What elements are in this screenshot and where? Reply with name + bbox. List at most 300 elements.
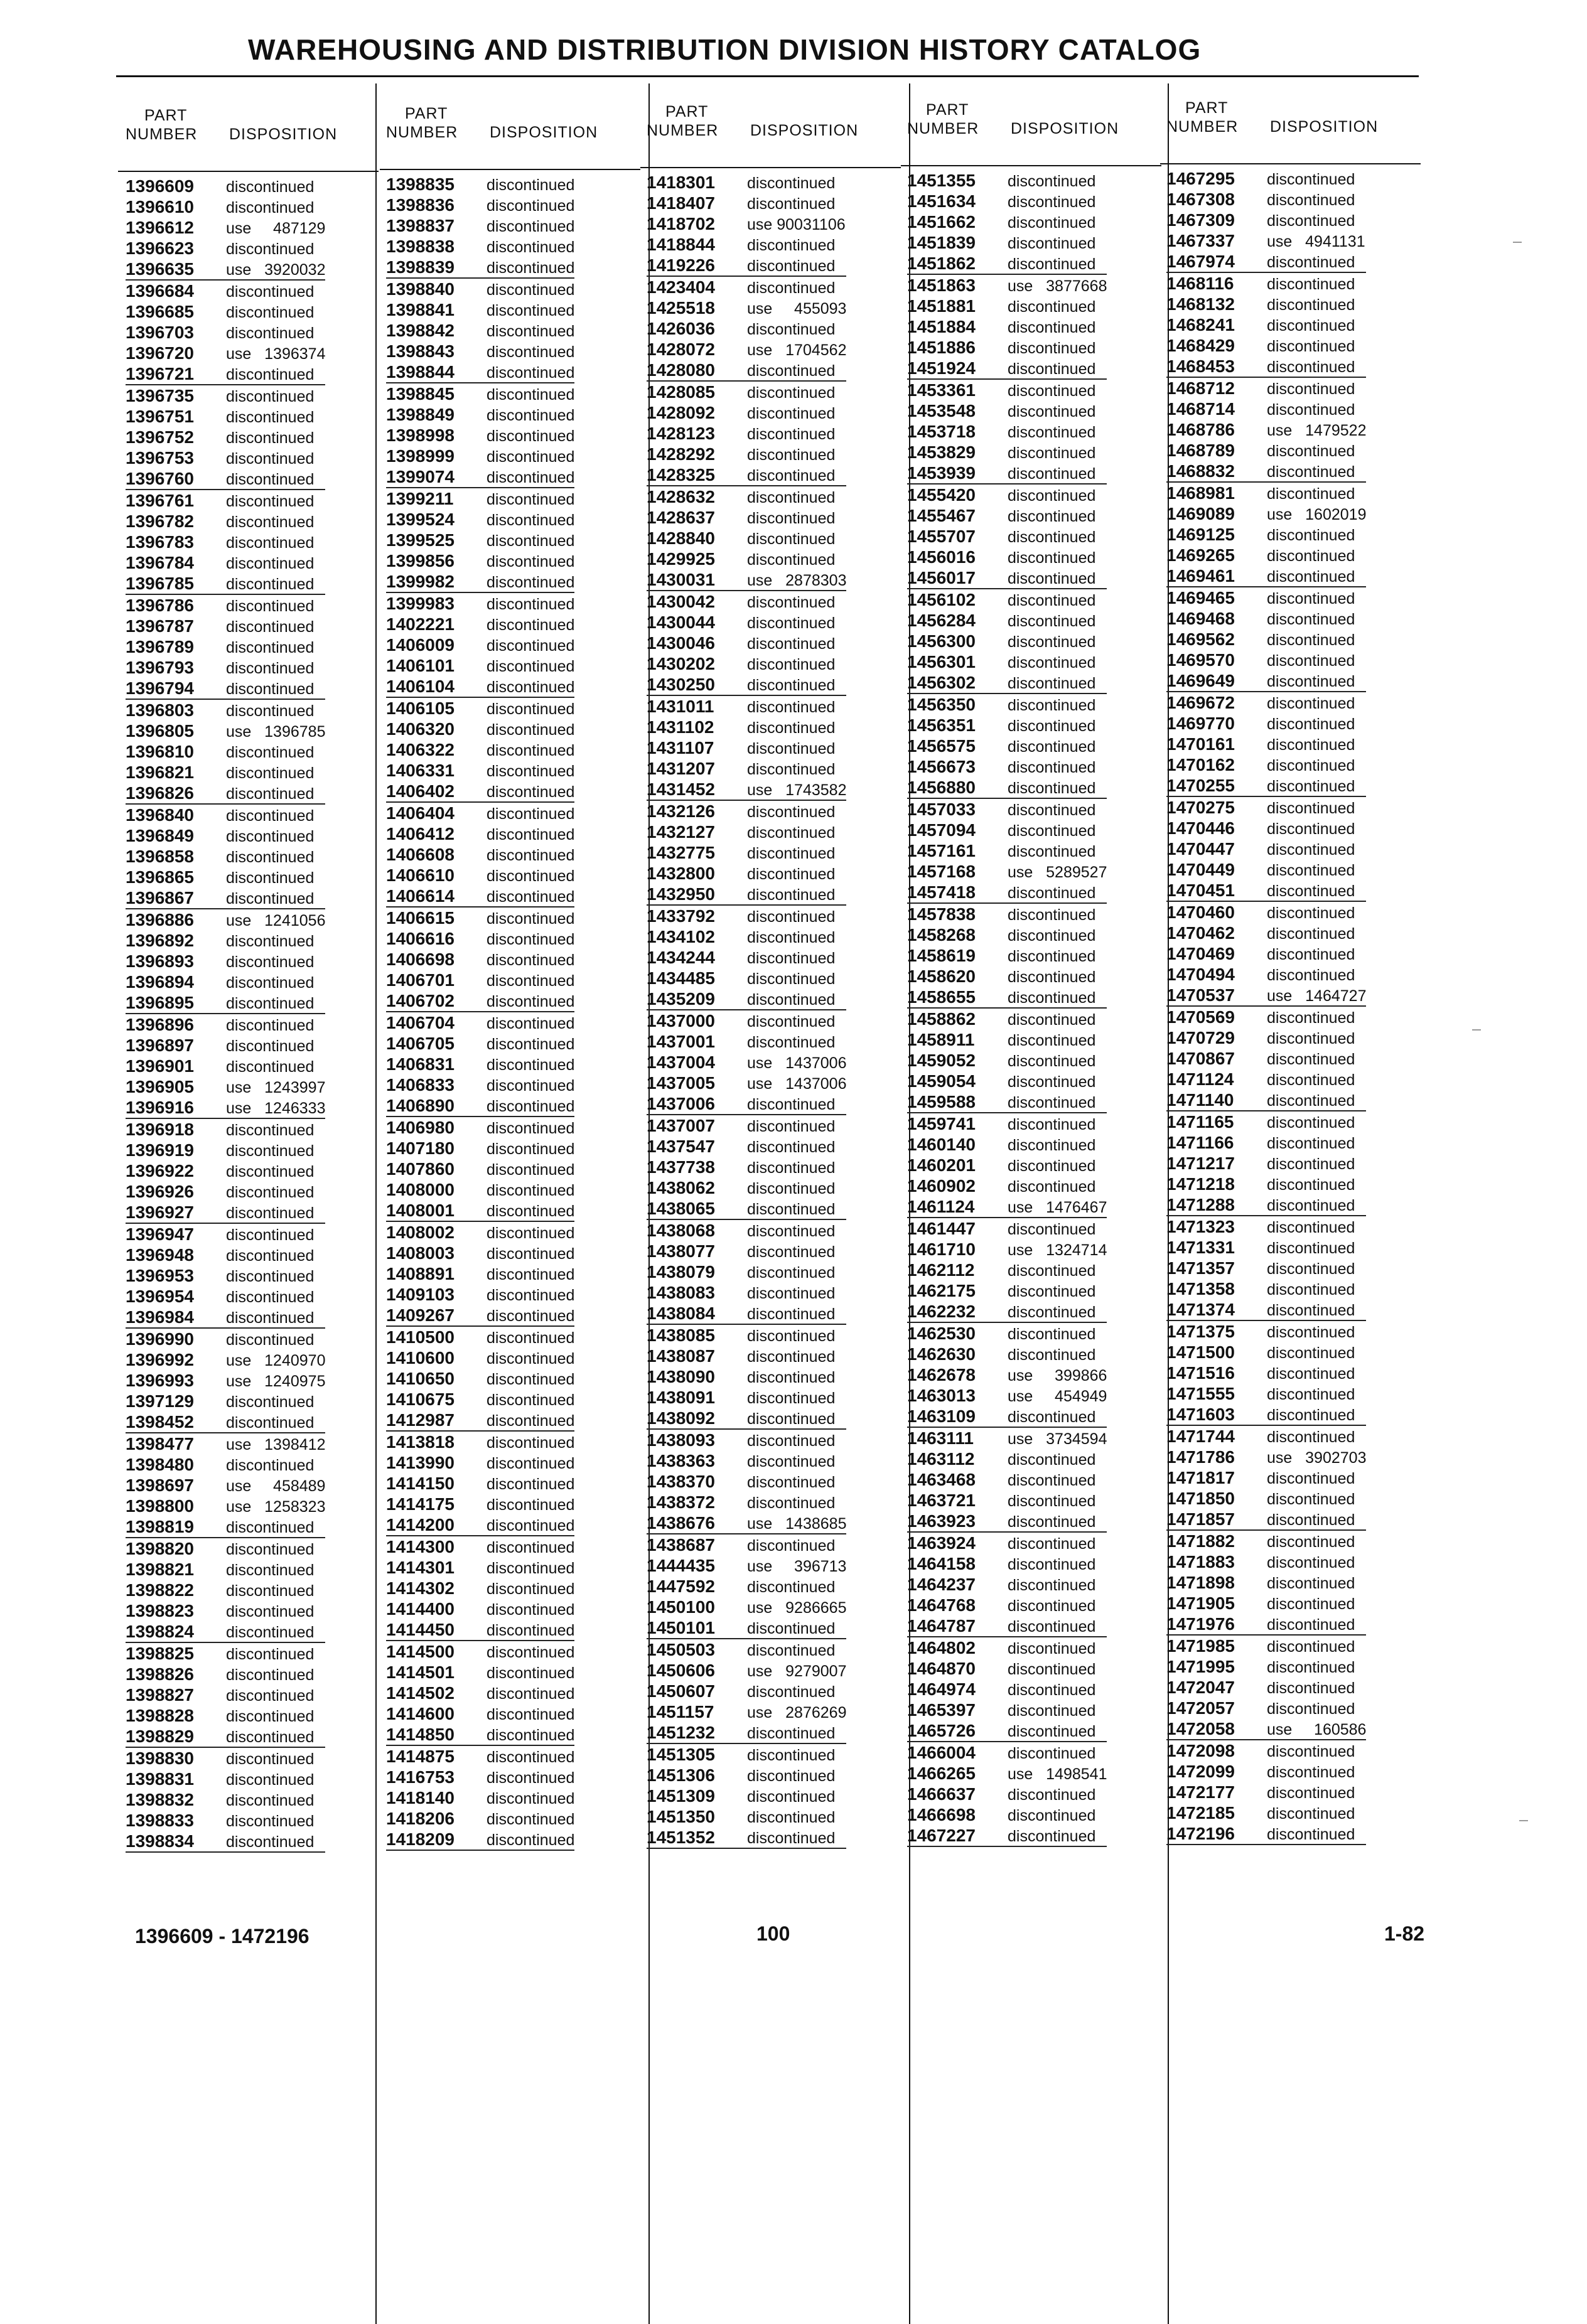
disposition: discontinued [1267,1826,1355,1843]
table-row [647,674,846,696]
part-number: 1451305 [647,1745,716,1764]
disposition: discontinued [747,530,836,548]
part-number: 1453829 [907,442,976,462]
table-row [647,1031,846,1052]
disposition: discontinued [226,618,315,636]
part-number: 1398826 [126,1664,195,1684]
part-number: 1463924 [907,1533,976,1553]
part-number: 1451355 [907,171,976,190]
disposition: discontinued [1008,1221,1096,1238]
table-row [1166,210,1366,230]
part-number: 1398800 [126,1496,195,1516]
disposition: discontinued [226,429,315,447]
disposition: discontinued [487,1455,575,1472]
disposition: discontinued [487,867,575,885]
disposition: discontinued [747,1390,836,1407]
table-row [386,1829,574,1851]
table-row [126,1810,325,1831]
disposition: discontinued [487,302,575,319]
disposition: discontinued [1008,508,1096,525]
table-row [126,1726,325,1748]
table-row [386,341,574,361]
part-number: 1463109 [907,1406,976,1426]
table-row [647,906,846,926]
disposition: discontinued [1267,568,1355,586]
part-number: 1418844 [647,235,716,254]
disposition: discontinued [1008,801,1096,819]
table-row [647,758,846,779]
table-row [907,505,1107,526]
table-row [386,1619,574,1641]
part-number: 1399983 [386,594,455,613]
disposition: discontinued [487,1644,575,1661]
disposition: discontinued [487,826,575,843]
part-number: 1396990 [126,1329,195,1349]
table-row [907,1469,1107,1490]
part-number: 1430202 [647,654,716,673]
disposition: discontinued [747,1180,836,1197]
part-number: 1432126 [647,801,716,821]
disposition: discontinued [487,281,575,299]
part-number: 1434485 [647,968,716,988]
part-number: 1451309 [647,1786,716,1806]
table-row [1166,168,1366,189]
part-number: 1398845 [386,384,455,404]
table-row [126,1245,325,1265]
table-row [647,1198,846,1220]
table-row [907,1280,1107,1301]
disposition: discontinued [747,865,836,883]
part-number: 1465397 [907,1700,976,1720]
part-number: 1450607 [647,1681,716,1701]
part-number: 1408002 [386,1223,455,1242]
table-row [386,550,574,571]
table-row [647,382,846,402]
disposition: discontinued [226,1541,315,1558]
part-number: 1431452 [647,779,716,799]
part-number: 1471817 [1166,1468,1235,1487]
table-row [907,945,1107,966]
part-number: 1396635 [126,259,195,279]
disposition: discontinued [1267,1638,1355,1656]
disposition: discontinued [747,1725,836,1742]
disposition: discontinued [226,680,315,698]
disposition: discontinued [226,702,315,720]
table-row [1166,1111,1366,1132]
header-part-label: PART [1185,99,1229,117]
table-row [647,1701,846,1722]
table-row [1166,1698,1366,1718]
part-number: 1458268 [907,925,976,945]
table-row [647,696,846,717]
disposition: discontinued [487,1077,575,1095]
disposition: discontinued [1008,1828,1096,1845]
disposition: discontinued [1267,967,1355,984]
disposition: discontinued [1267,1406,1355,1424]
table-row [386,886,574,908]
part-number: 1470494 [1166,965,1235,984]
disposition: discontinued [226,1226,315,1244]
table-row [1166,1153,1366,1174]
disposition: discontinued [1008,1346,1096,1364]
table-row [126,1076,325,1097]
part-number: 1469465 [1166,588,1235,608]
part-number: 1469562 [1166,629,1235,649]
part-number: 1438068 [647,1221,716,1240]
table-row [126,322,325,343]
part-number: 1466265 [907,1764,976,1783]
disposition: discontinued [747,1013,836,1031]
part-number: 1423404 [647,277,716,297]
table-row [647,1660,846,1681]
disposition: discontinued [226,1268,315,1285]
part-number: 1456350 [907,695,976,714]
disposition: discontinued [747,1767,836,1785]
table-row [126,867,325,887]
table-row [126,992,325,1014]
table-row [126,1014,325,1035]
table-row [647,1450,846,1471]
table-row [1166,1531,1366,1551]
disposition: discontinued [1267,882,1355,900]
table-row [1166,754,1366,775]
part-number: 1471516 [1166,1363,1235,1383]
disposition: use 399866 [1008,1367,1107,1384]
table-row [647,1303,846,1325]
disposition: discontinued [1267,1659,1355,1676]
part-number: 1398827 [126,1685,195,1705]
disposition: discontinued [1008,1618,1096,1636]
disposition: discontinued [487,910,575,928]
table-row [907,1825,1107,1847]
table-row [907,777,1107,799]
table-row [647,591,846,612]
disposition: use 1476467 [1008,1199,1107,1216]
part-number: 1468116 [1166,274,1234,293]
disposition: use 487129 [226,220,326,237]
part-number: 1471331 [1166,1238,1235,1257]
disposition: discontinued [747,1348,836,1366]
part-number: 1432775 [647,843,716,862]
part-number: 1398844 [386,362,455,382]
table-row [907,1428,1107,1448]
part-number: 1437006 [647,1094,716,1113]
table-row [907,1113,1107,1134]
part-number: 1399982 [386,572,455,591]
part-number: 1406610 [386,865,455,885]
table-row [907,547,1107,567]
table-row [386,1327,574,1347]
table-row [386,509,574,530]
part-number: 1471288 [1166,1195,1235,1214]
part-number: 1459741 [907,1114,976,1133]
part-number: 1429925 [647,549,716,569]
table-row [386,571,574,593]
table-row [647,318,846,339]
disposition: discontinued [487,1811,575,1828]
entry-list [647,172,846,1849]
part-number: 1398829 [126,1727,195,1746]
disposition: discontinued [1008,214,1096,232]
table-row [386,1557,574,1578]
table-row [126,532,325,552]
part-number: 1416753 [386,1767,455,1787]
disposition: use 3734594 [1008,1430,1107,1448]
part-number: 1458620 [907,967,976,986]
table-row [126,1664,325,1684]
disposition: discontinued [226,1750,315,1768]
table-row [386,908,574,928]
disposition: discontinued [1008,697,1096,714]
table-row [1166,440,1366,461]
disposition: discontinued [1267,590,1355,608]
disposition: discontinued [487,1496,575,1514]
part-number: 1398825 [126,1644,195,1663]
disposition: use 1246333 [226,1100,326,1117]
part-number: 1438085 [647,1325,716,1345]
part-number: 1463923 [907,1511,976,1531]
table-row [907,882,1107,904]
header-rule [380,169,640,170]
disposition: discontinued [487,888,575,906]
disposition: discontinued [487,721,575,739]
table-row [647,779,846,801]
part-number: 1438083 [647,1283,716,1302]
table-row [1166,797,1366,818]
part-number: 1396840 [126,805,195,825]
disposition: discontinued [747,761,836,778]
disposition: use 458489 [226,1477,326,1495]
part-number: 1396849 [126,826,195,845]
disposition: discontinued [1267,757,1355,774]
disposition: use 1240975 [226,1373,326,1390]
part-number: 1428080 [647,360,716,380]
disposition: discontinued [1008,1157,1096,1175]
table-row [1166,1383,1366,1404]
table-row [126,552,325,573]
table-row [1166,1677,1366,1698]
disposition: discontinued [1267,652,1355,670]
table-row [126,1349,325,1370]
disposition: discontinued [487,1350,575,1368]
part-number: 1451352 [647,1828,716,1847]
table-row [907,736,1107,756]
part-number: 1468241 [1166,315,1235,335]
part-number: 1470162 [1166,755,1235,774]
table-row [126,1433,325,1454]
disposition: discontinued [1267,171,1355,188]
disposition: discontinued [747,803,836,821]
part-number: 1460140 [907,1135,976,1154]
disposition: discontinued [1267,1533,1355,1551]
disposition: discontinued [1267,1511,1355,1529]
part-number: 1396918 [126,1120,195,1139]
part-number: 1455707 [907,527,976,546]
table-row [907,1720,1107,1742]
disposition: discontinued [1267,715,1355,733]
part-number: 1398840 [386,279,455,299]
part-number: 1428292 [647,444,716,464]
part-number: 1414300 [386,1537,455,1556]
table-row [126,511,325,532]
table-row [1166,775,1366,797]
part-number: 1471218 [1166,1174,1235,1194]
part-number: 1472058 [1166,1719,1235,1738]
part-number: 1410500 [386,1327,455,1347]
table-row [386,823,574,844]
disposition: discontinued [226,450,315,468]
table-row [386,1787,574,1808]
page-title: WAREHOUSING AND DISTRIBUTION DIVISION HISTORY CATALOG [248,33,1202,66]
disposition: discontinued [487,951,575,969]
disposition: discontinued [487,1727,575,1744]
disposition: discontinued [747,362,836,380]
part-number: 1396761 [126,491,195,510]
table-row [126,447,325,468]
disposition: discontinued [487,511,575,529]
part-number: 1437007 [647,1116,716,1135]
table-row [647,172,846,193]
part-number: 1398842 [386,321,455,340]
part-number: 1398697 [126,1475,195,1495]
disposition: discontinued [226,785,315,803]
part-number: 1468712 [1166,378,1235,398]
table-row [1166,964,1366,985]
disposition: discontinued [226,1163,315,1181]
disposition: discontinued [1008,1262,1096,1280]
part-number: 1467227 [907,1826,976,1845]
part-number: 1471857 [1166,1509,1235,1529]
part-number: 1471898 [1166,1573,1235,1592]
table-row [647,402,846,423]
part-number: 1398837 [386,216,455,235]
table-row [647,801,846,822]
part-number: 1471358 [1166,1279,1235,1299]
disposition: discontinued [226,1204,315,1222]
disposition: discontinued [1267,380,1355,398]
part-number: 1414600 [386,1704,455,1723]
part-number: 1464768 [907,1595,976,1615]
disposition: discontinued [1267,1491,1355,1508]
table-row [386,760,574,781]
part-number: 1414500 [386,1642,455,1661]
table-row [647,1513,846,1534]
disposition: discontinued [1008,570,1096,587]
part-number: 1414450 [386,1620,455,1639]
disposition: discontinued [1008,1116,1096,1133]
part-number: 1396794 [126,678,195,698]
table-row [647,653,846,674]
disposition: discontinued [1267,1176,1355,1194]
part-number: 1470460 [1166,902,1235,922]
table-row [907,1385,1107,1406]
table-row [126,406,325,427]
part-number: 1419226 [647,255,716,275]
header-disposition-label: DISPOSITION [1270,118,1379,136]
part-number: 1431207 [647,759,716,778]
part-number: 1463111 [907,1428,974,1448]
table-row [1166,1572,1366,1593]
part-number: 1469461 [1166,566,1235,586]
part-number: 1471850 [1166,1489,1235,1508]
table-row [386,425,574,446]
table-row [1166,545,1366,565]
disposition: discontinued [1008,717,1096,735]
part-number: 1471883 [1166,1552,1235,1572]
disposition: discontinued [1008,968,1096,986]
part-number: 1412987 [386,1410,455,1430]
part-number: 1396735 [126,386,195,405]
table-row [386,1746,574,1767]
disposition: discontinued [1008,1283,1096,1300]
header-number-label: NUMBER [1166,118,1239,136]
table-row [126,343,325,363]
table-row [386,1263,574,1284]
disposition: discontinued [747,1118,836,1135]
part-number: 1413818 [386,1432,455,1452]
disposition: discontinued [747,1034,836,1051]
table-row [126,1831,325,1853]
part-number: 1455467 [907,506,976,525]
table-row [907,1595,1107,1615]
disposition: discontinued [226,240,315,258]
disposition: discontinued [487,1287,575,1304]
table-row [907,1134,1107,1155]
part-number: 1434102 [647,927,716,946]
table-row [126,972,325,992]
table-row [386,215,574,236]
part-number: 1471995 [1166,1657,1235,1676]
part-number: 1410600 [386,1348,455,1368]
table-row [907,421,1107,442]
table-row [1166,818,1366,838]
disposition: discontinued [226,534,315,552]
disposition: discontinued [1267,1700,1355,1718]
table-row [386,1473,574,1494]
table-row [647,863,846,884]
disposition: discontinued [1008,424,1096,441]
part-number: 1432800 [647,864,716,883]
part-number: 1457418 [907,882,976,902]
disposition: discontinued [1008,1745,1096,1762]
part-number: 1469672 [1166,693,1235,712]
column-divider [375,83,377,2324]
disposition: discontinued [1008,906,1096,924]
table-row [1166,1656,1366,1677]
part-number: 1451863 [907,276,976,295]
disposition: discontinued [747,1537,836,1555]
disposition: discontinued [747,699,836,716]
table-row [907,1679,1107,1700]
disposition: discontinued [747,929,836,946]
disposition: discontinued [1008,989,1096,1007]
table-row [907,694,1107,715]
part-number: 1451306 [647,1765,716,1785]
part-number: 1463721 [907,1491,976,1510]
table-row [386,803,574,823]
margin-mark [1519,1820,1528,1821]
disposition: discontinued [226,1666,315,1684]
table-row [126,1769,325,1789]
table-row [907,799,1107,820]
disposition: discontinued [1267,276,1355,293]
disposition: discontinued [747,1201,836,1218]
table-row [647,842,846,863]
table-row [386,1494,574,1514]
disposition: discontinued [1008,235,1096,252]
table-row [907,966,1107,987]
table-row [1166,1007,1366,1027]
